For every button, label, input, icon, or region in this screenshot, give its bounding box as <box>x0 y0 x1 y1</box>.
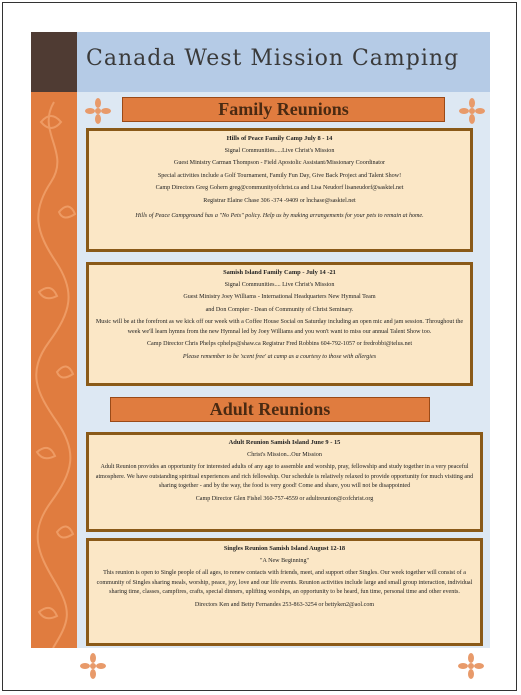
hills-of-peace-box <box>86 128 473 252</box>
samish-line: Signal Communities.... Live Christ's Mission <box>224 281 335 288</box>
floral-ornament-icon <box>85 98 111 124</box>
hills-line: Special activities include a Golf Tournament, Family Fun Day, Give Back Project and Talent Show! <box>157 172 402 179</box>
floral-ornament-icon <box>458 653 484 679</box>
samish-line: Guest Ministry Joey Williams - International Headquarters New Hymnal Team <box>183 294 376 301</box>
adult-line: Christ's Mission...Our Mission <box>247 451 322 458</box>
samish-line: and Don Compier - Dean of Community of Christ Seminary. <box>205 306 354 313</box>
samish-note: Please remember to be 'scent free' at camp as a courtesy to those with allergies <box>182 353 377 360</box>
singles-line: Directors Ken and Betty Fernandes 253-863-3254 or bettyken2@aol.com <box>194 601 375 608</box>
adult-reunion-box <box>86 432 483 532</box>
hills-line: Signal Communities.....Live Christ's Mission <box>224 147 335 154</box>
floral-ornament-icon <box>459 98 485 124</box>
family-reunions-heading: Family Reunions <box>122 97 445 122</box>
singles-line: This reunion is open to Single people of all ages, to renew contacts with friends, meet, and support other Singles. Our week together will consist of a community of Singles sharing meals, worship, peace, joy, love and our life events. Reunion activities include large and small group interaction, individual sharing time, classes, campfires, crafts, special dinners, uplifting worships, an opportunity to be heard, fun time, personal time and other events. <box>96 570 473 596</box>
hills-line: Camp Directors Greg Gohern greg@communityofchrist.ca and Lisa Neudorf lisaneudorf@sasktel.net <box>155 185 404 192</box>
samish-family-box <box>86 262 473 386</box>
samish-line: Music will be at the forefront as we kick off our week with a Coffee House Social on Saturday including an open mic and jam session. Throughout the week we'll learn hymns from the new Hymnal led by Joey Williams and you won't want to miss our annual Talent Show too. <box>95 319 464 335</box>
adult-title: Adult Reunion Samish Island June 9 - 15 <box>228 439 341 446</box>
adult-line: Adult Reunion provides an opportunity for interested adults of any age to assemble and worship, pray, fellowship and study together in a very peaceful atmosphere. We have outstanding spiritual experiences and rich fellowship. Our schedule is relatively relaxed to provide opportunity for much visiting and sharing together - and by the way, the food is very good! Come and share, you will not be disappointed <box>95 464 474 490</box>
floral-ornament-icon <box>80 653 106 679</box>
singles-reunion-box <box>86 538 483 646</box>
samish-line: Camp Director Chris Phelps cphelps@shaw.ca Registrar Fred Robbins 604-792-1057 or fredrobbi@telus.net <box>146 341 413 348</box>
samish-title: Samish Island Family Camp - July 14 -21 <box>223 269 336 276</box>
hills-line: Guest Ministry Carman Thompson - Field Apostolic Assistant/Missionary Coordinator <box>173 160 386 167</box>
hills-note: Hills of Peace Campground has a "No Pets" policy. Help us by making arrangements for your pets to remain at home. <box>135 213 424 220</box>
singles-title: Singles Reunion Samish Island August 12-18 <box>223 545 346 552</box>
floral-pattern-icon <box>31 92 77 648</box>
page-title: Canada West Mission Camping <box>86 46 460 71</box>
singles-line: "A New Beginning" <box>260 557 309 564</box>
adult-line: Camp Director Glen Fishel 360-757-4559 or adultreunion@cofchrist.org <box>195 495 374 502</box>
hills-line: Registrar Elaine Chase 306 -374 -9409 or lnchase@sasktel.net <box>203 197 356 204</box>
adult-reunions-heading: Adult Reunions <box>110 397 430 422</box>
sidebar-dark-block <box>31 32 77 92</box>
hills-title: Hills of Peace Family Camp July 8 - 14 <box>226 135 333 142</box>
decorative-sidebar <box>31 92 77 648</box>
